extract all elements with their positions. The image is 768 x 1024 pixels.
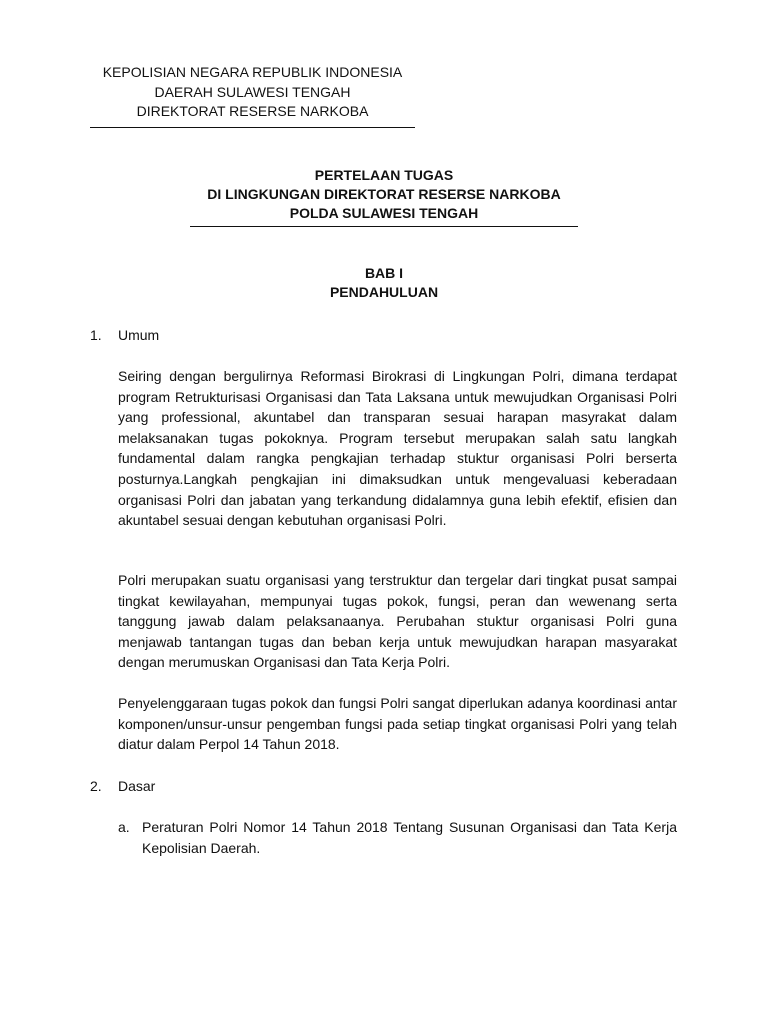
chapter-name: PENDAHULUAN bbox=[329, 284, 439, 300]
letterhead bbox=[90, 63, 415, 128]
section-title: Dasar bbox=[118, 778, 156, 794]
paragraph-umum-2: Polri merupakan suatu organisasi yang terstruktur dan tergelar dari tingkat pusat sampai tingkat kewilayahan, mempunyai tugas pokok, fungsi, peran dan wewenang serta tanggung jawab dalam pelaksanaanya. Perubahan stuktur organisasi Polri guna menjawab tantangan tugas dan beban kerja untuk mewujudkan harapan masyarakat dengan merumuskan Organisasi dan Tata Kerja Polri. bbox=[118, 572, 677, 671]
document-title-line-3: POLDA SULAWESI TENGAH bbox=[289, 205, 479, 221]
document-title-underline bbox=[190, 226, 578, 227]
paragraph-umum-3: Penyelenggaraan tugas pokok dan fungsi Polri sangat diperlukan adanya koordinasi antar komponen/unsur-unsur pengemban fungsi pada setiap tingkat organisasi Polri yang telah diatur dalam Perpol 14 Tahun 2018. bbox=[118, 695, 677, 753]
chapter-number: BAB I bbox=[364, 265, 404, 281]
paragraph-umum-1: Seiring dengan bergulirnya Reformasi Birokrasi di Lingkungan Polri, dimana terdapat program Retrukturisasi Organisasi dan Tata Laksana untuk mewujudkan Organisasi Polri yang professional, akuntabel dan transparan sesuai harapan masyrakat dalam melaksanakan tugas pokoknya. Program tersebut merupakan salah satu langkah fundamental dalam rangka pengkajian terhadap stuktur organisasi Polri berserta posturnya.Langkah pengkajian ini dimaksudkan untuk mengevaluasi keberadaan organisasi Polri dan jabatan yang terkandung didalamnya guna lebih efektif, efisien dan akuntabel sesuai dengan kebutuhan organisasi Polri. bbox=[118, 368, 677, 529]
letterhead-institution: KEPOLISIAN NEGARA REPUBLIK INDONESIA bbox=[102, 64, 403, 80]
chapter-heading bbox=[190, 264, 578, 302]
list-item-text: Peraturan Polri Nomor 14 Tahun 2018 Tentang Susunan Organisasi dan Tata Kerja Kepolisian Daerah. bbox=[142, 819, 677, 856]
list-item-dasar-a bbox=[118, 817, 677, 858]
section-number: 2. bbox=[90, 778, 102, 794]
document-title bbox=[190, 166, 578, 227]
document-title-line-2: DI LINGKUNGAN DIREKTORAT RESERSE NARKOBA bbox=[207, 186, 561, 202]
letterhead-underline bbox=[90, 127, 415, 128]
section-title: Umum bbox=[118, 327, 160, 343]
document-title-line-1: PERTELAAN TUGAS bbox=[314, 167, 454, 183]
section-heading-dasar bbox=[90, 776, 155, 796]
list-marker: a. bbox=[118, 819, 130, 835]
section-heading-umum bbox=[90, 325, 159, 345]
letterhead-region: DAERAH SULAWESI TENGAH bbox=[154, 83, 351, 100]
letterhead-directorate: DIREKTORAT RESERSE NARKOBA bbox=[136, 103, 369, 119]
section-number: 1. bbox=[90, 327, 102, 343]
